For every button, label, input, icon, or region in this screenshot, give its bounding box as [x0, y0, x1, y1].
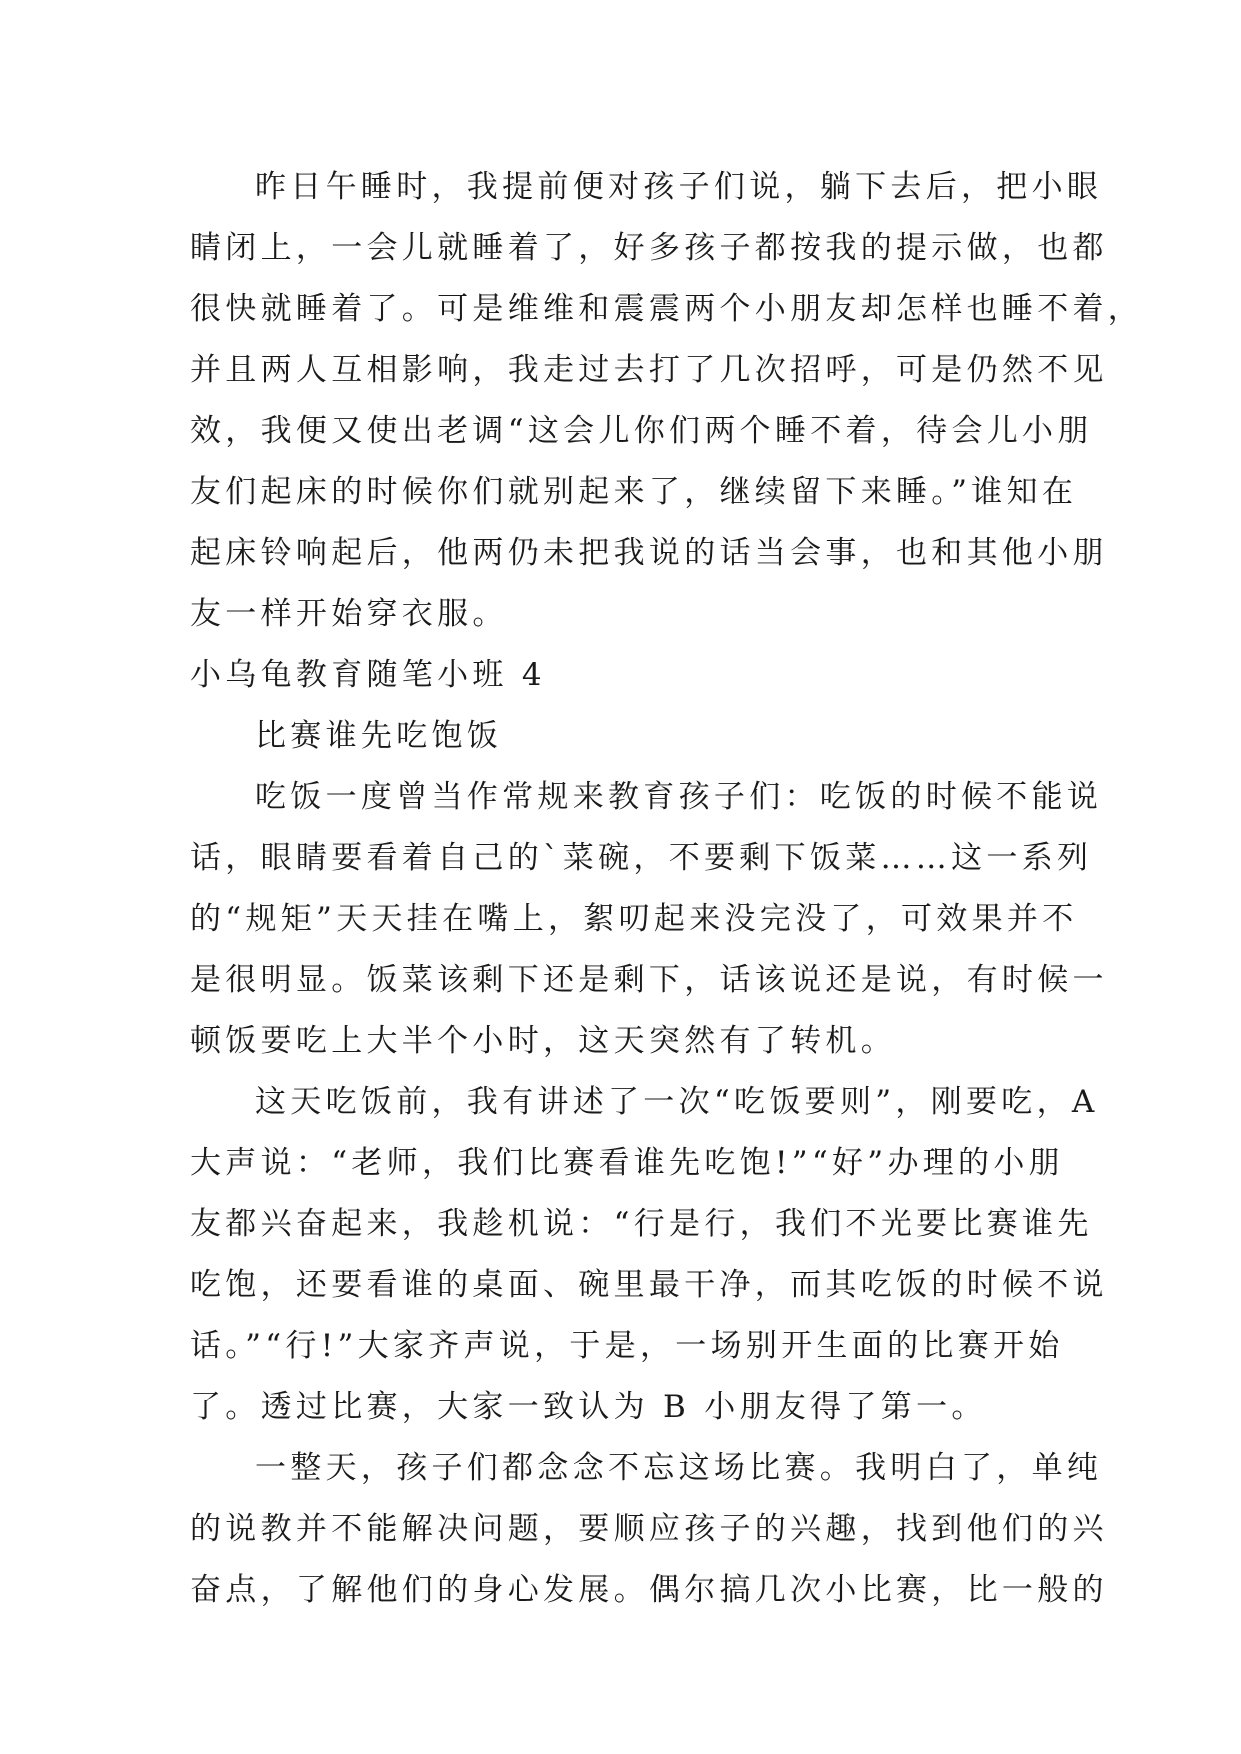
- text-line: 效，我便又使出老调“这会儿你们两个睡不着，待会儿小朋: [190, 413, 1093, 449]
- text-line: 顿饭要吃上大半个小时，这天突然有了转机。: [190, 1023, 896, 1059]
- subheading: 比赛谁先吃饱饭: [255, 718, 503, 754]
- text-line: 这天吃饭前，我有讲述了一次“吃饭要则”，刚要吃，A: [255, 1084, 1099, 1120]
- text-line: 并且两人互相影响，我走过去打了几次招呼，可是仍然不见: [190, 352, 1108, 388]
- text-line: 友都兴奋起来，我趁机说：“行是行，我们不光要比赛谁先: [190, 1206, 1093, 1242]
- text-line: 起床铃响起后，他两仍未把我说的话当会事，也和其他小朋: [190, 535, 1108, 571]
- text-line: 睛闭上，一会儿就睡着了，好多孩子都按我的提示做，也都: [190, 230, 1108, 266]
- text-line: 吃饭一度曾当作常规来教育孩子们：吃饭的时候不能说: [255, 779, 1103, 815]
- text-line: 的“规矩”天天挂在嘴上，絮叨起来没完没了，可效果并不: [190, 901, 1078, 937]
- text-line: 很快就睡着了。可是维维和震震两个小朋友却怎样也睡不着，: [190, 291, 1144, 327]
- text-line: 吃饱，还要看谁的桌面、碗里最干净，而其吃饭的时候不说: [190, 1267, 1108, 1303]
- text-line: 友一样开始穿衣服。: [190, 596, 508, 632]
- text-line: 了。透过比赛，大家一致认为 B 小朋友得了第一。: [190, 1389, 987, 1425]
- text-line: 话。”“行!”大家齐声说，于是，一场别开生面的比赛开始: [190, 1328, 1064, 1364]
- text-line: 昨日午睡时，我提前便对孩子们说，躺下去后，把小眼: [255, 169, 1103, 205]
- text-line: 大声说：“老师，我们比赛看谁先吃饱!”“好”办理的小朋: [190, 1145, 1064, 1181]
- text-line: 一整天，孩子们都念念不忘这场比赛。我明白了，单纯: [255, 1450, 1103, 1486]
- text-line: 是很明显。饭菜该剩下还是剩下，话该说还是说，有时候一: [190, 962, 1108, 998]
- text-line: 奋点，了解他们的身心发展。偶尔搞几次小比赛，比一般的: [190, 1572, 1108, 1608]
- section-heading: 小乌龟教育随笔小班 4: [190, 657, 546, 693]
- text-line: 话，眼睛要看着自己的`菜碗，不要剩下饭菜……这一系列: [190, 840, 1093, 876]
- text-line: 友们起床的时候你们就别起来了，继续留下来睡。”谁知在: [190, 474, 1078, 510]
- text-line: 的说教并不能解决问题，要顺应孩子的兴趣，找到他们的兴: [190, 1511, 1108, 1547]
